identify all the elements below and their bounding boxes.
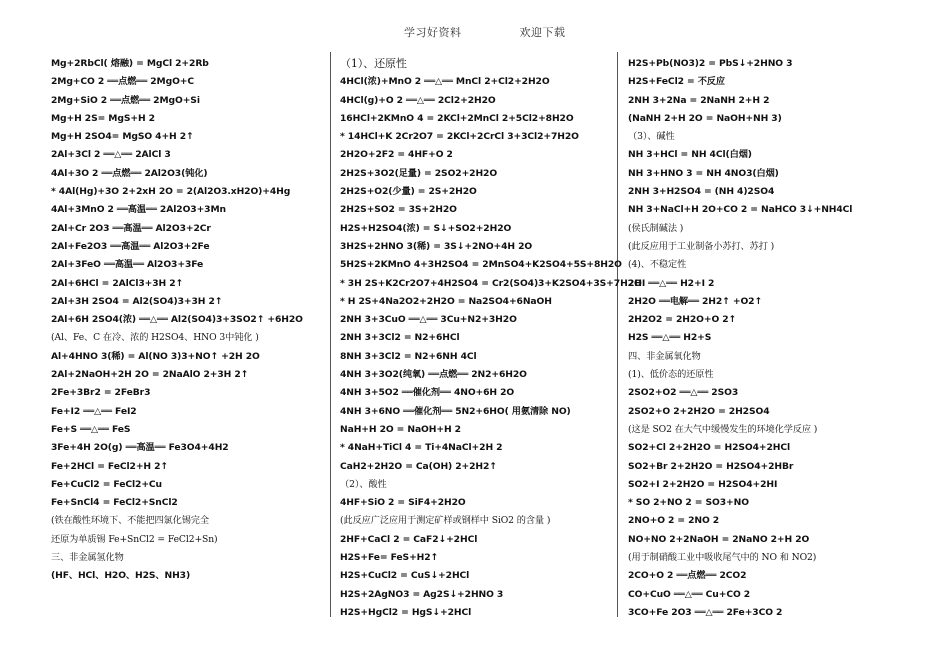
equation-line: 4NH 3+5O2 ══催化剂══ 4NO+6H 2O <box>340 387 515 399</box>
equation-line: NH 3+HCl = NH 4Cl(白烟) <box>628 149 752 161</box>
equation-line: Mg+H 2SO4= MgSO 4+H 2↑ <box>51 131 194 143</box>
equation-line: 还原为单质锡 Fe+SnCl2 = FeCl2+Sn) <box>51 533 218 545</box>
equation-line: * SO 2+NO 2 = SO3+NO <box>628 497 749 509</box>
equation-line: 2H2S+O2(少量) = 2S+2H2O <box>340 186 477 198</box>
equation-line: 2H2S+SO2 = 3S+2H2O <box>340 204 457 216</box>
equation-line: CaH2+2H2O = Ca(OH) 2+2H2↑ <box>340 460 497 472</box>
equation-line: H2S+2AgNO3 = Ag2S↓+2HNO 3 <box>340 588 504 600</box>
equation-line: 2NO+O 2 = 2NO 2 <box>628 515 720 527</box>
equation-line: 2HI ══△══ H2+I 2 <box>628 277 715 289</box>
equation-line: Mg+H 2S= MgS+H 2 <box>51 112 155 124</box>
equation-line: 2Fe+3Br2 = 2FeBr3 <box>51 387 151 399</box>
equation-line: H2S+Fe= FeS+H2↑ <box>340 552 439 564</box>
equation-line: 2Al+3H 2SO4 = Al2(SO4)3+3H 2↑ <box>51 295 223 307</box>
header-right-text: 欢迎下载 <box>519 26 566 39</box>
page-header <box>404 24 566 40</box>
equation-line: 2Al+3Cl 2 ══△══ 2AlCl 3 <box>51 149 171 161</box>
equation-line: (铁在酸性环境下、不能把四氯化锡完全 <box>51 515 209 527</box>
equation-line: 2Al+Fe2O3 ══高温══ Al2O3+2Fe <box>51 240 210 252</box>
equation-line: * 3H 2S+K2Cr2O7+4H2SO4 = Cr2(SO4)3+K2SO4+3S+7H2O <box>340 277 642 289</box>
equation-line: 2Mg+CO 2 ══点燃══ 2MgO+C <box>51 76 195 88</box>
equation-line: 3Fe+4H 2O(g) ══高温══ Fe3O4+4H2 <box>51 442 229 454</box>
equation-line: H2S+H2SO4(浓) = S↓+SO2+2H2O <box>340 222 512 234</box>
equation-line: 4NH 3+3O2(纯氧) ══点燃══ 2N2+6H2O <box>340 369 527 381</box>
equation-line: (侯氏制碱法 ) <box>628 222 684 234</box>
equation-line: 2Al+6H 2SO4(浓) ══△══ Al2(SO4)3+3SO2↑ +6H2O <box>51 314 303 326</box>
equation-line: SO2+Cl 2+2H2O = H2SO4+2HCl <box>628 442 791 454</box>
equation-line: 4Al+3MnO 2 ══高温══ 2Al2O3+3Mn <box>51 204 226 216</box>
equation-line: H2S+FeCl2 = 不反应 <box>628 76 725 88</box>
equation-line: 2H2S+3O2(足量) = 2SO2+2H2O <box>340 167 498 179</box>
equation-line: 2CO+O 2 ══点燃══ 2CO2 <box>628 570 747 582</box>
equation-line: 2NH 3+3Cl2 = N2+6HCl <box>340 332 460 344</box>
equation-line: 3H2S+2HNO 3(稀) = 3S↓+2NO+4H 2O <box>340 240 533 252</box>
equation-line: 2NH 3+2Na = 2NaNH 2+H 2 <box>628 94 770 106</box>
equation-line: 2H2O ══电解══ 2H2↑ +O2↑ <box>628 295 763 307</box>
equation-line: * 4NaH+TiCl 4 = Ti+4NaCl+2H 2 <box>340 442 503 454</box>
equation-line: Fe+CuCl2 = FeCl2+Cu <box>51 478 162 490</box>
equation-line: H2S ══△══ H2+S <box>628 332 712 344</box>
equation-line: * 14HCl+K 2Cr2O7 = 2KCl+2CrCl 3+3Cl2+7H2O <box>340 131 579 143</box>
equation-line: Fe+2HCl = FeCl2+H 2↑ <box>51 460 168 472</box>
equation-line: * 4Al(Hg)+3O 2+2xH 2O = 2(Al2O3.xH2O)+4Hg <box>51 186 291 198</box>
equation-line: 2NH 3+3CuO ══△══ 3Cu+N2+3H2O <box>340 314 517 326</box>
equation-line: 4Al+3O 2 ══点燃══ 2Al2O3(钝化) <box>51 167 208 179</box>
equation-line: (Al、Fe、C 在冷、浓的 H2SO4、HNO 3中钝化 ) <box>51 332 259 344</box>
equation-line: 3CO+Fe 2O3 ══△══ 2Fe+3CO 2 <box>628 606 783 618</box>
equation-line: Fe+S ══△══ FeS <box>51 423 131 435</box>
equation-line: 5H2S+2KMnO 4+3H2SO4 = 2MnSO4+K2SO4+5S+8H2O <box>340 259 622 271</box>
equation-line: Fe+SnCl4 = FeCl2+SnCl2 <box>51 497 178 509</box>
equation-line: (HF、HCl、H2O、H2S、NH3) <box>51 570 191 582</box>
equation-line: Mg+2RbCl( 熔融) = MgCl 2+2Rb <box>51 58 209 69</box>
equation-line: （2）、酸性 <box>340 478 387 490</box>
equation-line: H2S+Pb(NO3)2 = PbS↓+2HNO 3 <box>628 58 793 69</box>
equation-line: 8NH 3+3Cl2 = N2+6NH 4Cl <box>340 350 477 362</box>
equation-line: 2Al+Cr 2O3 ══高温══ Al2O3+2Cr <box>51 222 211 234</box>
equation-line: 4HF+SiO 2 = SiF4+2H2O <box>340 497 466 509</box>
equation-line: (此反应用于工业制备小苏打、苏打 ) <box>628 240 775 252</box>
equation-line: 2H2O+2F2 = 4HF+O 2 <box>340 149 453 161</box>
column-divider-1 <box>330 52 331 617</box>
equation-line: 2H2O2 = 2H2O+O 2↑ <box>628 314 737 326</box>
equation-line: (4)、不稳定性 <box>628 259 687 271</box>
equation-line: 2NH 3+H2SO4 = (NH 4)2SO4 <box>628 186 775 198</box>
equation-line: 4NH 3+6NO ══催化剂══ 5N2+6HO( 用氨清除 NO) <box>340 405 571 417</box>
equation-line: (此反应广泛应用于测定矿样或钢样中 SiO2 的含量 ) <box>340 515 551 527</box>
equation-line: NO+NO 2+2NaOH = 2NaNO 2+H 2O <box>628 533 810 545</box>
column-3 <box>628 55 852 622</box>
equation-line: (用于制硝酸工业中吸收尾气中的 NO 和 NO2) <box>628 552 817 564</box>
equation-line: （1）、还原性 <box>340 57 407 70</box>
equation-line: Al+4HNO 3(稀) = Al(NO 3)3+NO↑ +2H 2O <box>51 350 260 362</box>
header-left-text: 学习好资料 <box>404 26 462 39</box>
equation-line: 2Mg+SiO 2 ══点燃══ 2MgO+Si <box>51 94 200 106</box>
equation-line: * H 2S+4Na2O2+2H2O = Na2SO4+6NaOH <box>340 295 552 307</box>
equation-line: 三、非金属氢化物 <box>51 552 124 564</box>
equation-line: NH 3+NaCl+H 2O+CO 2 = NaHCO 3↓+NH4Cl <box>628 204 853 216</box>
equation-line: 4HCl(g)+O 2 ══△══ 2Cl2+2H2O <box>340 94 496 106</box>
equation-line: NaH+H 2O = NaOH+H 2 <box>340 423 461 435</box>
equation-line: 2Al+2NaOH+2H 2O = 2NaAlO 2+3H 2↑ <box>51 369 249 381</box>
equation-line: NH 3+HNO 3 = NH 4NO3(白烟) <box>628 167 779 179</box>
equation-line: Fe+I2 ══△══ FeI2 <box>51 405 137 417</box>
equation-line: 2SO2+O2 ══△══ 2SO3 <box>628 387 739 399</box>
equation-line: 2SO2+O 2+2H2O = 2H2SO4 <box>628 405 770 417</box>
equation-line: SO2+I 2+2H2O = H2SO4+2HI <box>628 478 778 490</box>
equation-line: H2S+HgCl2 = HgS↓+2HCl <box>340 606 472 618</box>
equation-line: 16HCl+2KMnO 4 = 2KCl+2MnCl 2+5Cl2+8H2O <box>340 112 574 124</box>
equation-line: （3）、碱性 <box>628 131 675 143</box>
equation-line: 2Al+6HCl = 2AlCl3+3H 2↑ <box>51 277 184 289</box>
equation-line: CO+CuO ══△══ Cu+CO 2 <box>628 588 751 600</box>
equation-line: SO2+Br 2+2H2O = H2SO4+2HBr <box>628 460 794 472</box>
equation-line: (1)、低价态的还原性 <box>628 369 714 381</box>
column-1 <box>51 55 303 586</box>
equation-line: 2Al+3FeO ══高温══ Al2O3+3Fe <box>51 259 204 271</box>
column-2 <box>340 55 642 622</box>
equation-line: 四、非金属氧化物 <box>628 350 701 362</box>
equation-line: H2S+CuCl2 = CuS↓+2HCl <box>340 570 470 582</box>
equation-line: (这是 SO2 在大气中缓慢发生的环境化学反应 ) <box>628 423 818 435</box>
equation-line: 2HF+CaCl 2 = CaF2↓+2HCl <box>340 533 478 545</box>
equation-line: 4HCl(浓)+MnO 2 ══△══ MnCl 2+Cl2+2H2O <box>340 76 550 88</box>
equation-line: (NaNH 2+H 2O = NaOH+NH 3) <box>628 112 782 124</box>
